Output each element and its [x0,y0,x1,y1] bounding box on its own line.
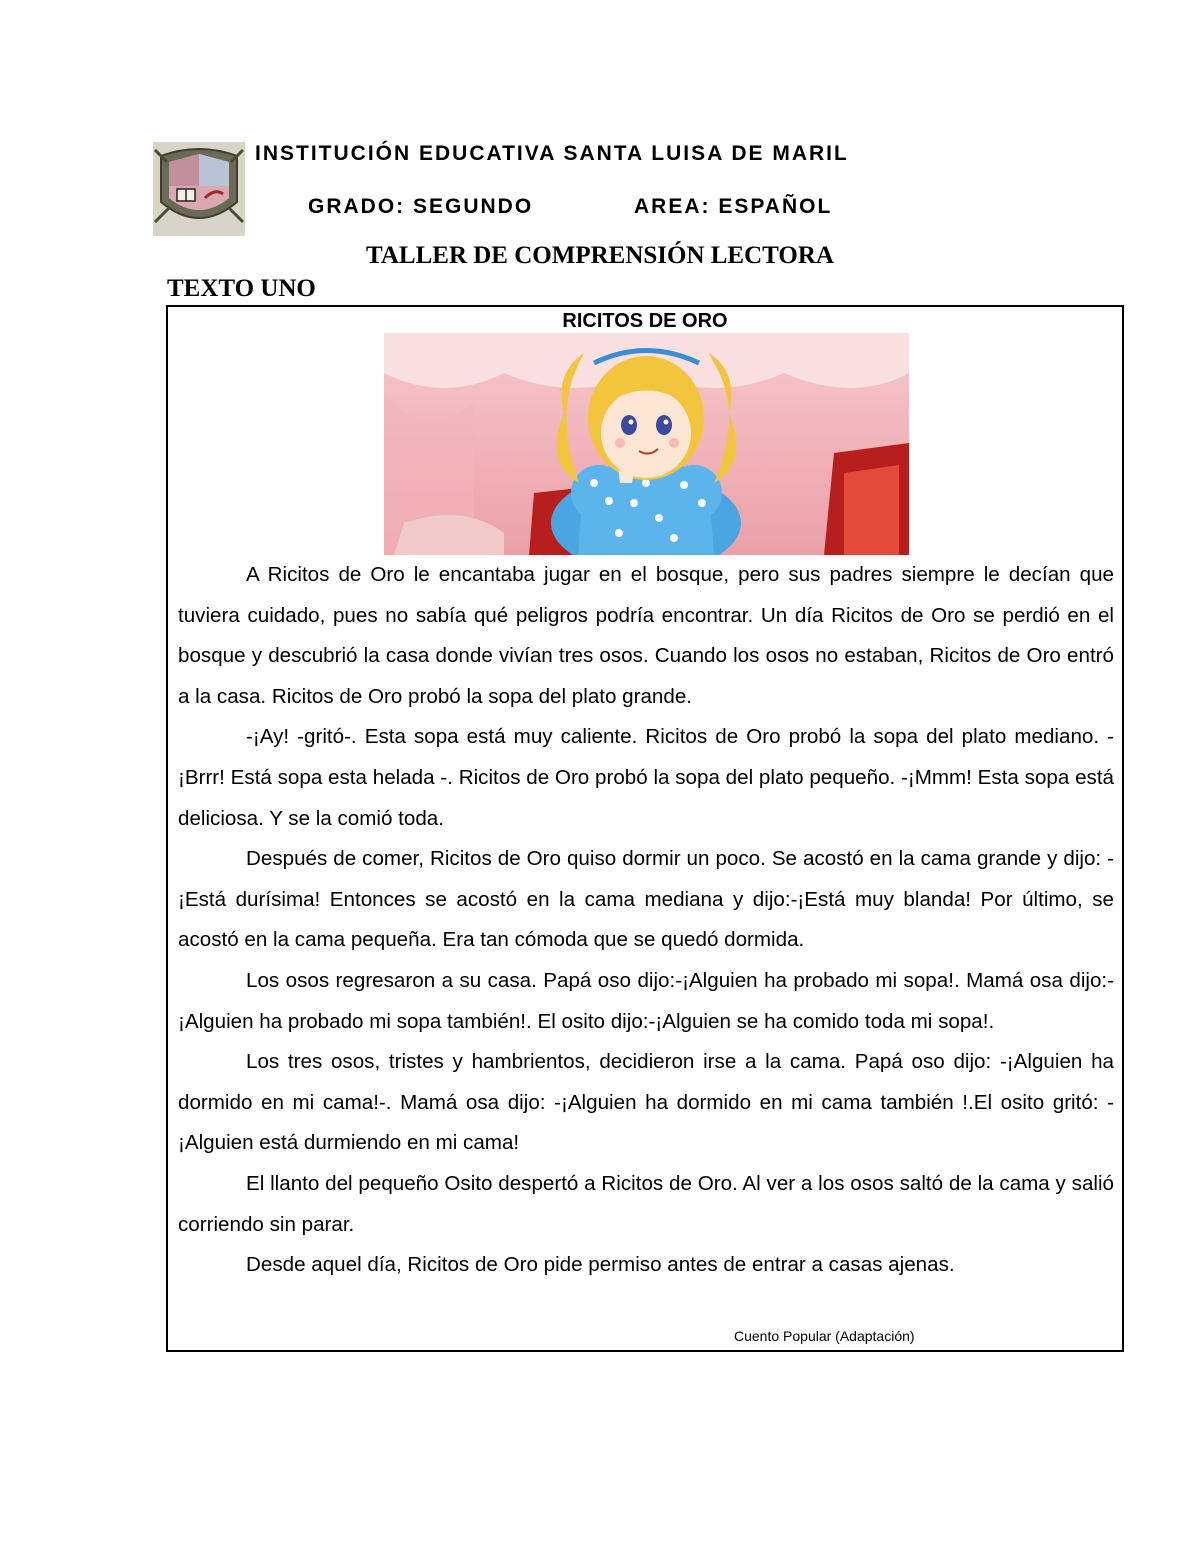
text-number-label: TEXTO UNO [167,275,316,302]
story-paragraph: Los tres osos, tristes y hambrientos, decidieron irse a la cama. Papá oso dijo: -¡Alguien ha dormido en mi cama!-. Mamá osa dijo: -¡Alguien ha dormido en mi cama también !.El osito gritó: -¡Alguien está durmiendo en mi cama! [178,1050,1114,1155]
story-paragraph: Los osos regresaron a su casa. Papá oso dijo:-¡Alguien ha probado mi sopa!. Mamá osa dijo:-¡Alguien ha probado mi sopa también!. El osito dijo:-¡Alguien se ha comido toda mi sopa!. [178,968,1114,1033]
school-crest-logo [153,142,245,236]
story-paragraph: El llanto del pequeño Osito despertó a Ricitos de Oro. Al ver a los osos saltó de la cama y salió corriendo sin parar. [178,1171,1114,1236]
goldilocks-illustration [384,333,909,555]
story-body [178,555,1114,1286]
story-paragraph: A Ricitos de Oro le encantaba jugar en el bosque, pero sus padres siempre le decían que tuviera cuidado, pues no sabía qué peligros podría encontrar. Un día Ricitos de Oro se perdió en el bosque y descubrió la casa donde vivían tres osos. Cuando los osos no estaban, Ricitos de Oro entró a la casa. Ricitos de Oro probó la sopa del plato grande. [178,563,1114,708]
story-paragraph: Desde aquel día, Ricitos de Oro pide permiso antes de entrar a casas ajenas. [246,1253,955,1277]
grade-label: GRADO: SEGUNDO [308,195,534,218]
story-credit: Cuento Popular (Adaptación) [734,1328,915,1344]
workshop-title: TALLER DE COMPRENSIÓN LECTORA [366,242,834,269]
story-title: RICITOS DE ORO [562,310,728,332]
story-paragraph: Después de comer, Ricitos de Oro quiso dormir un poco. Se acostó en la cama grande y dijo: -¡Está durísima! Entonces se acostó en la cama mediana y dijo:-¡Está muy blanda! Por último, se acostó en la cama pequeña. Era tan cómoda que se quedó dormida. [178,847,1114,952]
area-label: AREA: ESPAÑOL [634,195,833,218]
institution-name: INSTITUCIÓN EDUCATIVA SANTA LUISA DE MARIL [255,142,849,165]
story-paragraph: -¡Ay! -gritó-. Esta sopa está muy caliente. Ricitos de Oro probó la sopa del plato mediano. -¡Brrr! Está sopa esta helada -. Ricitos de Oro probó la sopa del plato pequeño. -¡Mmm! Esta sopa está deliciosa. Y se la comió toda. [178,725,1114,830]
story-box [166,305,1124,1352]
